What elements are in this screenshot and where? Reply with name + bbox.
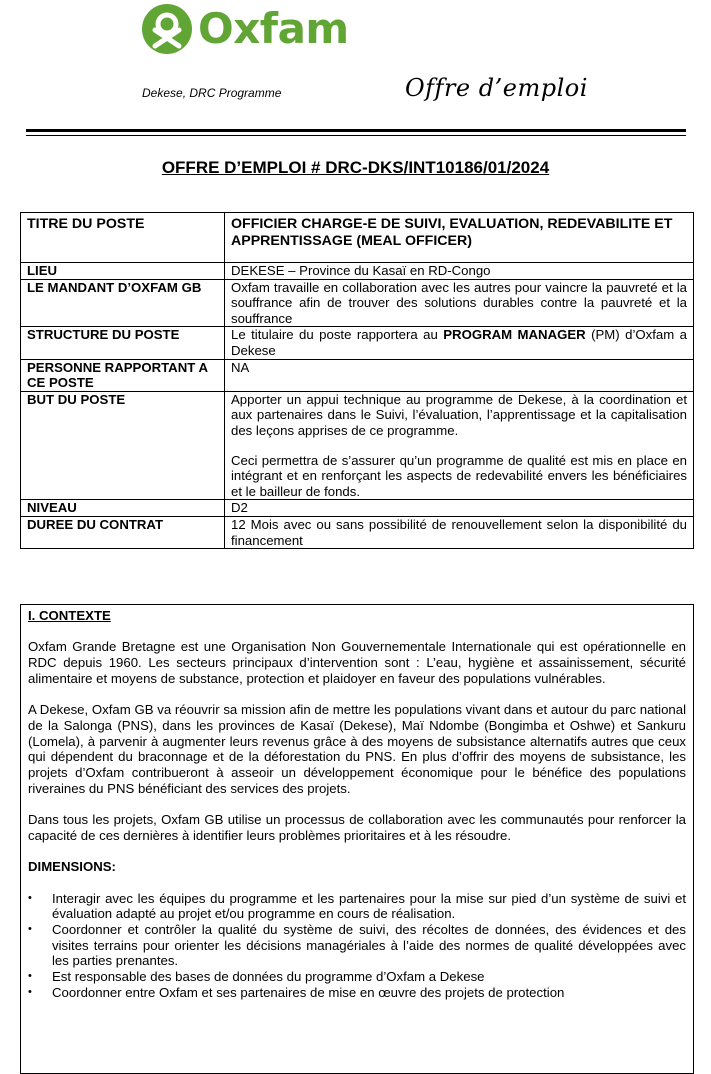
table-row [21,500,694,517]
context-section [20,604,694,1074]
row-label: DUREE DU CONTRAT [21,516,225,548]
table-row [21,263,694,280]
oxfam-logo [140,2,360,56]
row-label: TITRE DU POSTE [21,213,225,263]
context-paragraph: A Dekese, Oxfam GB va réouvrir sa mission afin de mettre les populations vivant dans et autour du parc national de la Salonga (PNS), dans les provinces de Kasaï (Dekese), Maï Ndombe (Bongimba et Oshwe) et Sankuru (Lomela), à parvenir à augmenter leurs revenus grâce à des moyens de subsistance alternatifs autres que ceux qui dépendent du braconnage et de la déforestation du PNS. En plus d’offrir des moyens de subsistance, les projets d’Oxfam contribueront à asseoir un développement économique pour le bénéfice des populations riveraines du PNS bénéficiant des services des projets. [28,702,686,796]
table-row [21,327,694,359]
row-label: PERSONNE RAPPORTANT A CE POSTE [21,359,225,391]
context-paragraph: Oxfam Grande Bretagne est une Organisation Non Gouvernementale Internationale qui est opérationnelle en RDC depuis 1960. Les secteurs principaux d’intervention sont : L’eau, hygiène et assainissement, sécurité alimentaire et moyens de substance, protection et plaidoyer en faveur des populations vulnérables. [28,639,686,686]
header-rule-thick [26,129,686,132]
table-row [21,391,694,500]
dimensions-heading: DIMENSIONS: [28,859,116,875]
job-info-table [20,212,694,549]
row-value: DEKESE – Province du Kasaï en RD-Congo [225,263,694,280]
row-value [225,327,694,359]
value-paragraph: Ceci permettra de s’assurer qu’un programme de qualité est mis en place en intégrant et en renforçant les aspects de redevabilité envers les bénéficiaires et le bailleur de fonds. [231,452,687,499]
row-value: 12 Mois avec ou sans possibilité de renouvellement selon la disponibilité du financement [225,516,694,548]
row-label: STRUCTURE DU POSTE [21,327,225,359]
row-label: BUT DU POSTE [21,391,225,500]
table-row [21,359,694,391]
header-rule-thin [26,135,686,136]
context-paragraph: Dans tous les projets, Oxfam GB utilise un processus de collaboration avec les communautés pour renforcer la capacité de ces dernières à identifier leurs problèmes prioritaires et à les résoudre. [28,812,686,843]
list-item: • Coordonner entre Oxfam et ses partenaires de mise en œuvre des projets de protection [28,985,686,1001]
logo-text: Oxfam [198,4,349,53]
list-item: • Est responsable des bases de données du programme d’Oxfam a Dekese [28,969,686,985]
list-item: • Coordonner et contrôler la qualité du système de suivi, des récoltes de données, des évidences et des visites terrains pour orienter les décisions managériales à l’aide des normes de qualité développées avec les parties prenantes. [28,922,686,969]
row-label: LIEU [21,263,225,280]
value-paragraph: Apporter un appui technique au programme de Dekese, à la coordination et aux partenaires dans le Suivi, l’évaluation, l’apprentissage et la capitalisation des leçons apprises de ce programme. [231,391,687,438]
table-row [21,279,694,327]
dimensions-list [28,891,686,1001]
value-text: Le titulaire du poste rapportera au [231,327,444,343]
row-value: Oxfam travaille en collaboration avec les autres pour vaincre la pauvreté et la souffrance afin de trouver des solutions durables contre la pauvreté et la souffrance [225,279,694,327]
list-item: • Interagir avec les équipes du programme et les partenaires pour la mise sur pied d’un système de suivi et évaluation adapté au projet et/ou programme en cours de réalisation. [28,891,686,922]
programme-label: Dekese, DRC Programme [142,86,282,100]
table-row [21,516,694,548]
document-title: OFFRE D’EMPLOI # DRC-DKS/INT10186/01/2024 [161,158,550,177]
row-value: D2 [225,500,694,517]
offre-emploi-script: Offre d’emploi [405,74,588,102]
section-heading: I. CONTEXTE [28,608,111,623]
value-text: (PM) d’Oxfam a Dekese [231,327,687,358]
row-label: NIVEAU [21,500,225,517]
value-bold: PROGRAM MANAGER [443,327,586,343]
table-row [21,213,694,263]
row-value [225,391,694,500]
oxfam-logo-icon [140,2,194,56]
row-label: LE MANDANT D’OXFAM GB [21,279,225,327]
row-value: OFFICIER CHARGE-E DE SUIVI, EVALUATION, REDEVABILITE ET APPRENTISSAGE (MEAL OFFICER) [225,213,694,263]
row-value: NA [225,359,694,391]
